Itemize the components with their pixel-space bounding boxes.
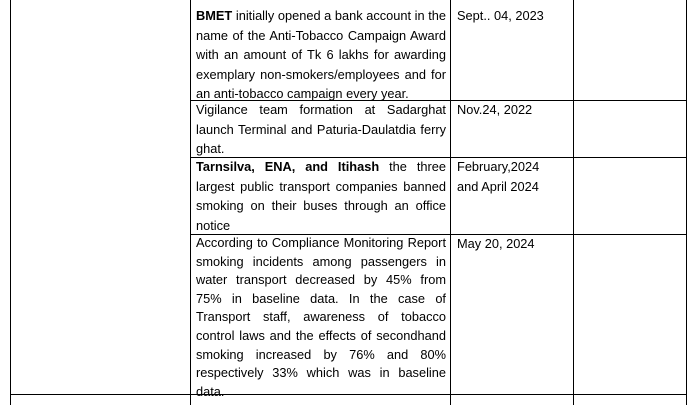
table-row-date: Sept.. 04, 2023 <box>457 8 544 23</box>
table-row-description <box>196 234 446 401</box>
highlighted-organization: BMET <box>196 8 233 23</box>
description-text: Vigilance team formation at Sadarghat launch Terminal and Paturia-Daulatdia ferry ghat. <box>196 102 446 156</box>
table-row-date: February,2024 and April 2024 <box>457 159 540 194</box>
table-row-description <box>196 6 446 104</box>
table-row-description <box>196 100 446 159</box>
column-divider-2 <box>450 0 451 405</box>
column-divider-1 <box>190 0 191 405</box>
table-border-left <box>10 0 11 405</box>
description-text: According to Compliance Monitoring Report smoking incidents among passengers in water transport decreased by 45% from 75% in baseline data. In the case of Transport staff, awareness of tobacco control laws and the effects of secondhand smoking increased by 76% and 80% respectively 33% which was in baseline data. <box>196 235 446 399</box>
description-text: the three largest public transport companies banned smoking on their buses through an office notice <box>196 159 446 233</box>
highlighted-organization: Tarnsilva, ENA, and Itihash <box>196 159 380 174</box>
table-row-date: May 20, 2024 <box>457 236 535 251</box>
table-row-description <box>196 157 446 235</box>
table-row-date: Nov.24, 2022 <box>457 102 533 117</box>
column-divider-3 <box>573 0 574 405</box>
table-border-right <box>686 0 687 405</box>
description-text: initially opened a bank account in the name of the Anti-Tobacco Campaign Award with an amount of Tk 6 lakhs for awarding exemplary non-smokers/employees and for an anti-tobacco campaign every year. <box>196 8 446 101</box>
